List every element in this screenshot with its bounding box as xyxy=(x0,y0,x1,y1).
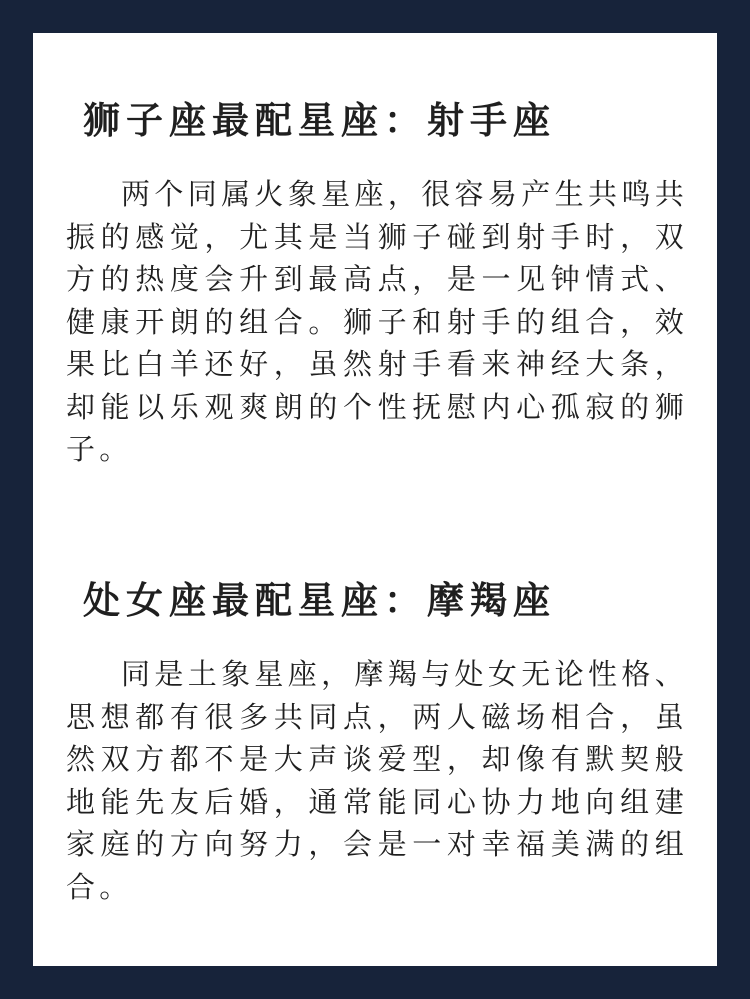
section-leo xyxy=(33,91,717,471)
section-paragraph: 同是土象星座，摩羯与处女无论性格、思想都有很多共同点，两人磁场相合，虽然双方都不是大声谈爱型，却像有默契般地能先友后婚，通常能同心协力地向组建家庭的方向努力，会是一对幸福美满的组合。 xyxy=(66,657,688,904)
section-heading: 处女座最配星座：摩羯座 xyxy=(83,579,556,622)
article-card xyxy=(33,33,717,966)
section-virgo xyxy=(33,571,717,908)
section-heading: 狮子座最配星座：射手座 xyxy=(83,99,556,142)
section-paragraph: 两个同属火象星座，很容易产生共鸣共振的感觉，尤其是当狮子碰到射手时，双方的热度会升到最高点，是一见钟情式、健康开朗的组合。狮子和射手的组合，效果比白羊还好，虽然射手看来神经大条，却能以乐观爽朗的个性抚慰内心孤寂的狮子。 xyxy=(66,177,688,466)
